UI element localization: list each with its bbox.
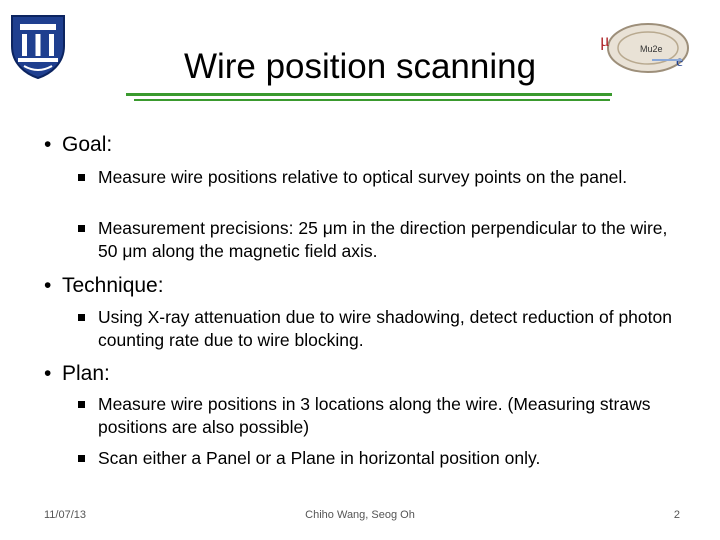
sub-bullet-technique-1: Using X-ray attenuation due to wire shadowing, detect reduction of photon counting rate due to wire blocking. xyxy=(78,306,678,352)
square-bullet-icon xyxy=(78,455,85,462)
sub-bullet-plan-1: Measure wire positions in 3 locations along the wire. (Measuring straws positions are also possible) xyxy=(78,393,678,439)
footer-date: 11/07/13 xyxy=(44,509,87,521)
sub-bullet-goal-2: Measurement precisions: 25 μm in the direction perpendicular to the wire, 50 μm along the magnetic field axis. xyxy=(78,217,678,263)
bullet-plan: • Plan: xyxy=(44,362,110,385)
bullet-plan-heading: Plan: xyxy=(62,362,110,385)
university-crest-icon xyxy=(8,12,68,80)
square-bullet-icon xyxy=(78,174,85,181)
sub-bullet-plan-2: Scan either a Panel or a Plane in horizontal position only. xyxy=(78,447,678,470)
svg-text:e: e xyxy=(676,53,684,70)
slide-title: Wire position scanning xyxy=(183,47,537,86)
bullet-goal: • Goal: xyxy=(44,133,113,156)
svg-text:μ: μ xyxy=(600,30,610,50)
title-underline-bottom xyxy=(134,99,610,101)
square-bullet-icon xyxy=(78,401,85,408)
footer-authors: Chiho Wang, Seog Oh xyxy=(305,509,415,521)
bullet-technique-heading: Technique: xyxy=(62,274,164,297)
footer-page-number: 2 xyxy=(673,509,680,521)
bullet-goal-heading: Goal: xyxy=(62,133,113,156)
mu2e-logo-label: Mu2e xyxy=(640,44,663,54)
square-bullet-icon xyxy=(78,225,85,232)
square-bullet-icon xyxy=(78,314,85,321)
bullet-technique: • Technique: xyxy=(44,274,164,297)
sub-bullet-goal-1: Measure wire positions relative to optical survey points on the panel. xyxy=(78,166,678,189)
title-underline-top xyxy=(126,93,612,96)
mu2e-logo-icon xyxy=(594,18,694,80)
